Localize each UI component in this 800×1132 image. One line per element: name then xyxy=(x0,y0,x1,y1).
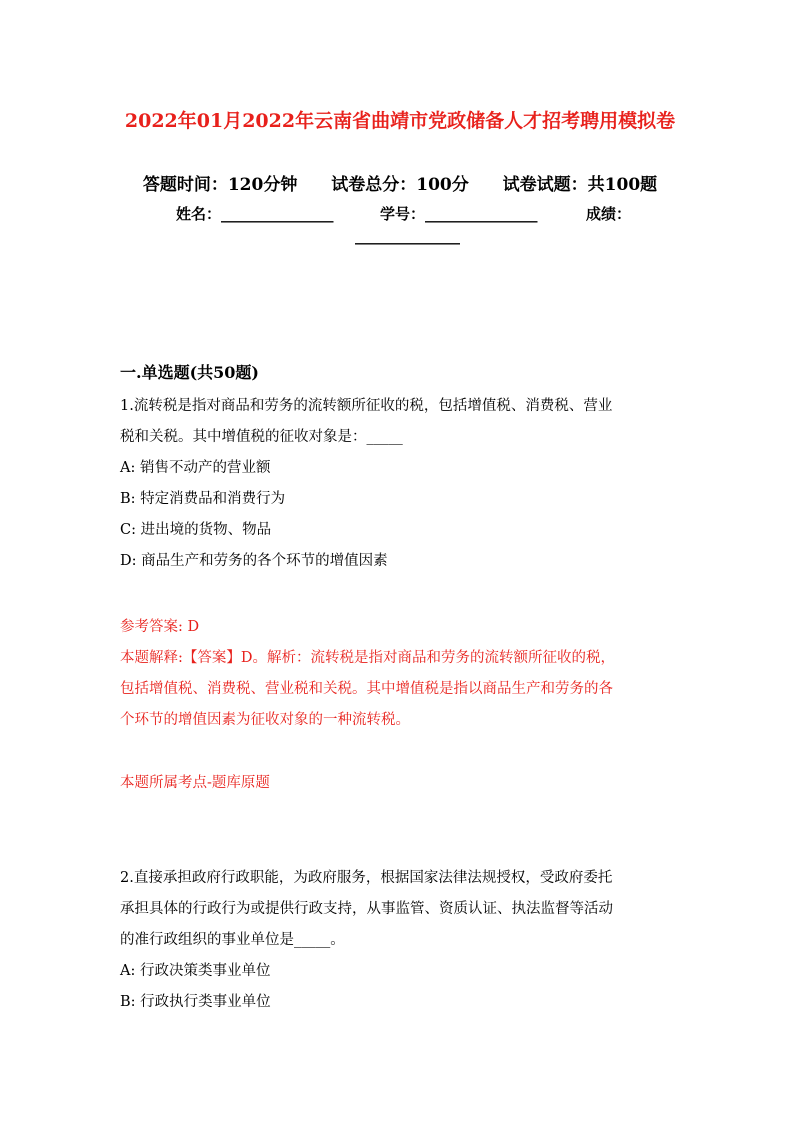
exam-meta xyxy=(0,170,800,195)
exam-total-score: 试卷总分：100分 xyxy=(331,175,469,195)
section-title: 一.单选题(共50题) xyxy=(120,363,259,382)
question-1 xyxy=(120,391,680,577)
option-b: B: 特定消费品和消费行为 xyxy=(120,491,286,507)
option-d: D: 商品生产和劳务的各个环节的增值因素 xyxy=(120,553,388,569)
answer-1: 参考答案: D xyxy=(120,619,200,635)
explanation-line: 本题解释:【答案】D。解析：流转税是指对商品和劳务的流转额所征收的税， xyxy=(120,650,616,666)
explanation-1 xyxy=(120,643,680,736)
exam-time: 答题时间：120分钟 xyxy=(142,175,298,195)
topic-tag-1: 本题所属考点-题库原题 xyxy=(120,775,270,791)
option-c: C: 进出境的货物、物品 xyxy=(120,522,272,538)
score-blank: ______________ xyxy=(355,227,460,245)
question-stem-line: 税和关税。其中增值税的征收对象是：_____ xyxy=(120,429,403,445)
option-a: A: 行政决策类事业单位 xyxy=(120,963,271,979)
id-blank: _______________ xyxy=(425,205,538,223)
question-2 xyxy=(120,863,680,1018)
question-stem-line: 的准行政组织的事业单位是_____。 xyxy=(120,932,345,948)
name-blank: _______________ xyxy=(221,205,334,223)
score-label: 成绩： xyxy=(585,205,631,223)
id-label: 学号： xyxy=(379,205,425,223)
option-a: A: 销售不动产的营业额 xyxy=(120,460,271,476)
exam-title: 2022年01月2022年云南省曲靖市党政储备人才招考聘用模拟卷 xyxy=(124,110,676,132)
option-b: B: 行政执行类事业单位 xyxy=(120,994,271,1010)
explanation-line: 包括增值税、消费税、营业税和关税。其中增值税是指以商品生产和劳务的各 xyxy=(120,681,613,697)
question-stem-line: 2.直接承担政府行政职能，为政府服务，根据国家法律法规授权，受政府委托 xyxy=(120,870,613,886)
exam-question-count: 试卷试题：共100题 xyxy=(502,175,658,195)
student-info xyxy=(176,203,676,224)
explanation-line: 个环节的增值因素为征收对象的一种流转税。 xyxy=(120,712,410,728)
name-label: 姓名： xyxy=(176,205,222,223)
question-stem-line: 承担具体的行政行为或提供行政支持，从事监管、资质认证、执法监督等活动 xyxy=(120,901,613,917)
question-stem-line: 1.流转税是指对商品和劳务的流转额所征收的税，包括增值税、消费税、营业 xyxy=(120,398,613,414)
